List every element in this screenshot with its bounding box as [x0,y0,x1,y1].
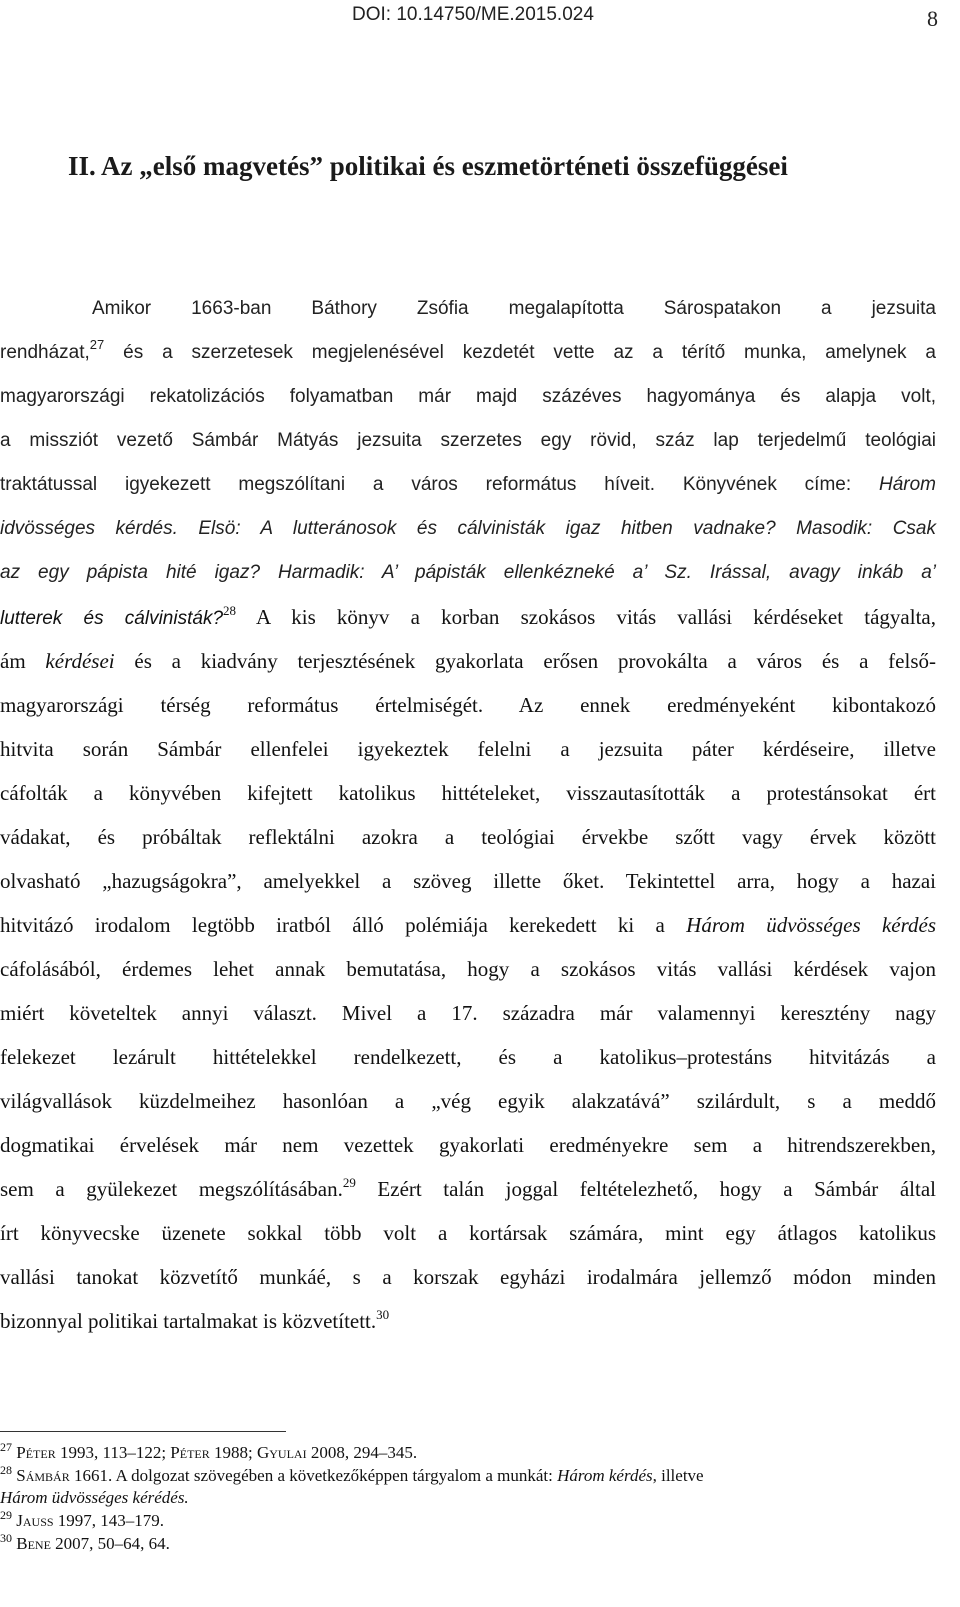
text-line: rendházat,$^{27}$ és a szerzetesek megjelenésével kezdetét vette az a térítő munka, amelynek a [0,337,936,363]
text-line: sem a gyülekezet megszólításában.$^{29}$ Ezért talán joggal feltételezhető, hogy a Sámbár által [0,1175,936,1201]
chapter-title: II. Az „első magvetés” politikai és eszmetörténeti összefüggései [68,151,788,181]
text-line: felekezet lezárult hittételekkel rendelkezett, és a katolikus–protestáns hitvitázás a [0,1045,936,1069]
text-line: olvasható „hazugságokra”, amelyekkel a szöveg illette őket. Tekintettel arra, hogy a hazai [0,869,936,893]
footnote-ref-30[interactable]: 30 [376,1307,390,1322]
text-line: az egy pápista hité igaz? Harmadik: A’ pápisták ellenkézneké a’ Sz. Irással, avagy inkáb a’ [0,562,936,583]
text-line: cáfolták a könyvében kifejtett katolikus hittételeket, visszautasították a protestánsokat ért [0,781,936,805]
text-line: magyarországi rekatolizációs folyamatban már majd százéves hagyománya és alapja volt, [0,386,936,407]
text-line: lutterek és cálvinisták?$^{28}$ A kis könyv a korban szokásos vitás vallási kérdéseket tágyalta, [0,603,936,629]
footnote-28-cont: Három üdvösséges kérédés. [0,1488,189,1507]
text-line: írt könyvecske üzenete sokkal több volt a kortársak számára, mint egy átlagos katolikus [0,1221,936,1245]
text-line: traktátussal igyekezett megszólítani a város református híveit. Könyvének címe: Három [0,474,936,495]
footnote-ref-29[interactable]: 29 [342,1175,356,1190]
doi-label: DOI: 10.14750/ME.2015.024 [352,4,594,25]
footnote-30: $^{30}$ Bene 2007, 50–64, 64. [0,1531,170,1553]
footnote-29: $^{29}$ Jauss 1997, 143–179. [0,1508,165,1530]
text-line: magyarországi térség református értelmiségét. Az ennek eredményeként kibontakozó [0,693,936,717]
text-line: Amikor 1663-ban Báthory Zsófia megalapította Sárospatakon a jezsuita [92,298,936,319]
text-line: világvallások küzdelmeihez hasonlóan a „vég egyik alakzatává” szilárdult, s a meddő [0,1089,936,1113]
footnote-ref-28[interactable]: 28 [223,603,237,618]
footnote-28: $^{28}$ Sámbár 1661. A dolgozat szövegében a következőképpen tárgyalom a munkát: Három kérdés, illetve [0,1463,704,1485]
page-header [0,4,960,34]
footnote-separator [0,1431,286,1432]
text-line: bizonnyal politikai tartalmakat is közvetített.$^{30}$ [0,1307,390,1333]
text-line: cáfolásából, érdemes lehet annak bemutatása, hogy a szokásos vitás vallási kérdések vajon [0,957,936,981]
text-line: ám kérdései és a kiadvány terjesztésének gyakorlata erősen provokálta a város és a felső- [0,649,936,673]
footnote-ref-27[interactable]: 27 [89,337,105,352]
text-line: hitvitázó irodalom legtöbb iratból álló polémiája kerekedett ki a Három üdvösséges kérdés [0,913,936,937]
text-line: miért követeltek annyi választ. Mivel a 17. századra már valamennyi keresztény nagy [0,1001,936,1025]
text-line: vallási tanokat közvetítő munkáé, s a korszak egyházi irodalmára jellemző módon minden [0,1265,936,1289]
text-line: hitvita során Sámbár ellenfelei igyekeztek felelni a jezsuita páter kérdéseire, illetve [0,737,936,761]
text-line: idvösséges kérdés. Elsö: A lutteránosok és cálvinisták igaz hitben vadnake? Masodik: Csak [0,518,936,539]
text-line: dogmatikai érvelések már nem vezettek gyakorlati eredményekre sem a hitrendszerekben, [0,1133,936,1157]
text-line: vádakat, és próbáltak reflektálni azokra a teológiai érvekbe szőtt vagy érvek között [0,825,936,849]
text-line: a missziót vezető Sámbár Mátyás jezsuita szerzetes egy rövid, száz lap terjedelmű teológiai [0,430,936,451]
page-number: 8 [927,6,938,31]
footnote-27: $^{27}$ Péter 1993, 113–122; Péter 1988; Gyulai 2008, 294–345. [0,1440,418,1462]
